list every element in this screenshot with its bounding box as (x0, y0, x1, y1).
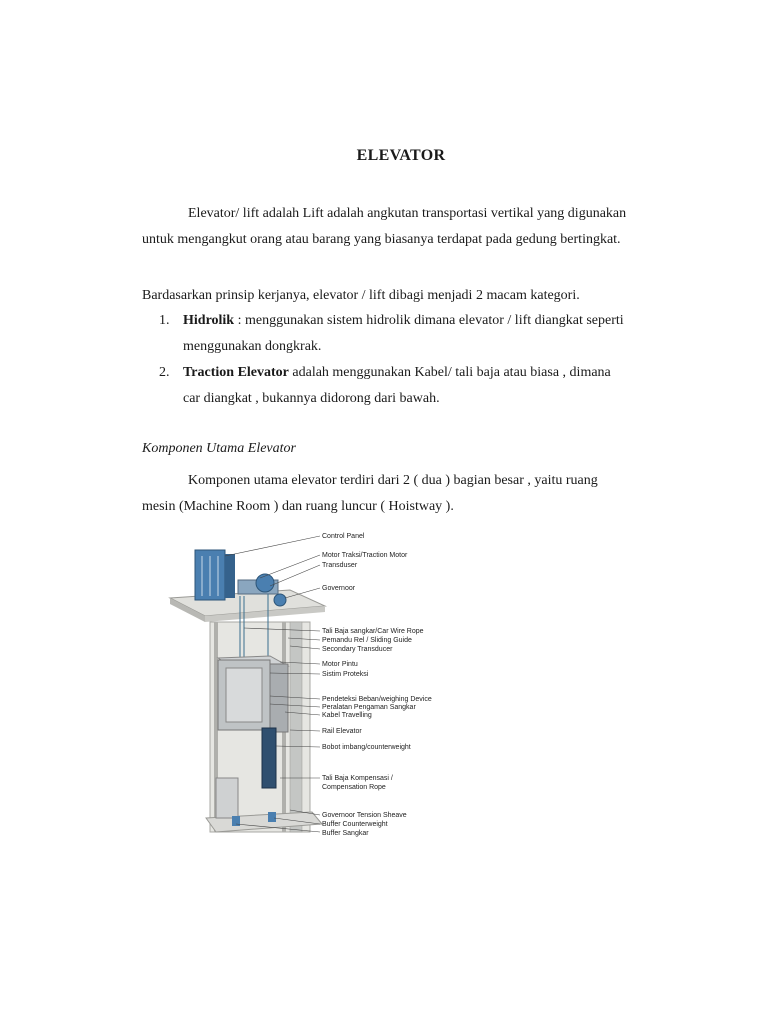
list-number: 1. (159, 313, 170, 328)
section-subheading: Komponen Utama Elevator (142, 441, 296, 456)
components-paragraph (142, 468, 667, 520)
list-line-1 (183, 360, 667, 386)
label-buffer-counterweight: Buffer Counterweight (322, 821, 388, 828)
list-text: : menggunakan sistem hidrolik dimana elevator / lift diangkat seperti (234, 313, 624, 328)
counterweight-shape (262, 728, 276, 788)
label-weighing-device: Pendeteksi Beban/weighing Device (322, 696, 432, 703)
label-transducer: Transduser (322, 562, 358, 569)
elevator-car (218, 656, 288, 732)
control-panel-shape (195, 550, 235, 600)
label-control-panel: Control Panel (322, 533, 365, 540)
label-governor: Governoor (322, 585, 356, 592)
label-traction-motor: Motor Traksi/Traction Motor (322, 552, 408, 559)
document-title: ELEVATOR (356, 147, 446, 164)
label-compensation-rope-1: Tali Baja Kompensasi / (322, 775, 393, 782)
category-list (142, 308, 667, 412)
label-buffer-car: Buffer Sangkar (322, 830, 369, 837)
list-line-1 (183, 308, 667, 334)
list-term: Traction Elevator (183, 365, 289, 380)
label-sliding-guide: Pemandu Rel / Sliding Guide (322, 637, 412, 644)
diagram-labels (322, 533, 432, 837)
label-travelling-cable: Kabel Travelling (322, 712, 372, 719)
intro-line-1: Elevator/ lift adalah Lift adalah angkutan transportasi vertikal yang digunakan (188, 206, 627, 221)
label-secondary-transducer: Secondary Transducer (322, 646, 393, 653)
list-number: 2. (159, 365, 170, 380)
elevator-diagram-svg (140, 528, 470, 858)
components-line-2: mesin (Machine Room ) dan ruang luncur ( Hoistway ). (142, 499, 454, 514)
list-line-2: car diangkat , bukannya didorong dari bawah. (183, 391, 440, 406)
label-door-motor: Motor Pintu (322, 661, 358, 668)
intro-line-2: untuk mengangkut orang atau barang yang biasanya terdapat pada gedung bertingkat. (142, 232, 621, 247)
list-term: Hidrolik (183, 313, 235, 328)
label-rail-elevator: Rail Elevator (322, 728, 362, 735)
list-item (142, 360, 667, 412)
label-counterweight: Bobot imbang/counterweight (322, 744, 411, 751)
list-text: adalah menggunakan Kabel/ tali baja atau biasa , dimana (288, 365, 611, 380)
label-car-wire-rope: Tali Baja sangkar/Car Wire Rope (322, 628, 424, 635)
label-car-safety: Peralatan Pengaman Sangkar (322, 704, 416, 711)
list-line-2: menggunakan dongkrak. (183, 339, 322, 354)
intro-paragraph (142, 201, 667, 253)
categories-intro: Bardasarkan prinsip kerjanya, elevator / lift dibagi menjadi 2 macam kategori. (142, 288, 580, 303)
elevator-diagram (140, 528, 470, 858)
label-protection-system: Sistim Proteksi (322, 671, 369, 678)
components-line-1: Komponen utama elevator terdiri dari 2 ( dua ) bagian besar , yaitu ruang (188, 473, 598, 488)
label-governor-tension-sheave: Governoor Tension Sheave (322, 812, 407, 819)
list-item (142, 308, 667, 360)
label-compensation-rope-2: Compensation Rope (322, 784, 386, 791)
